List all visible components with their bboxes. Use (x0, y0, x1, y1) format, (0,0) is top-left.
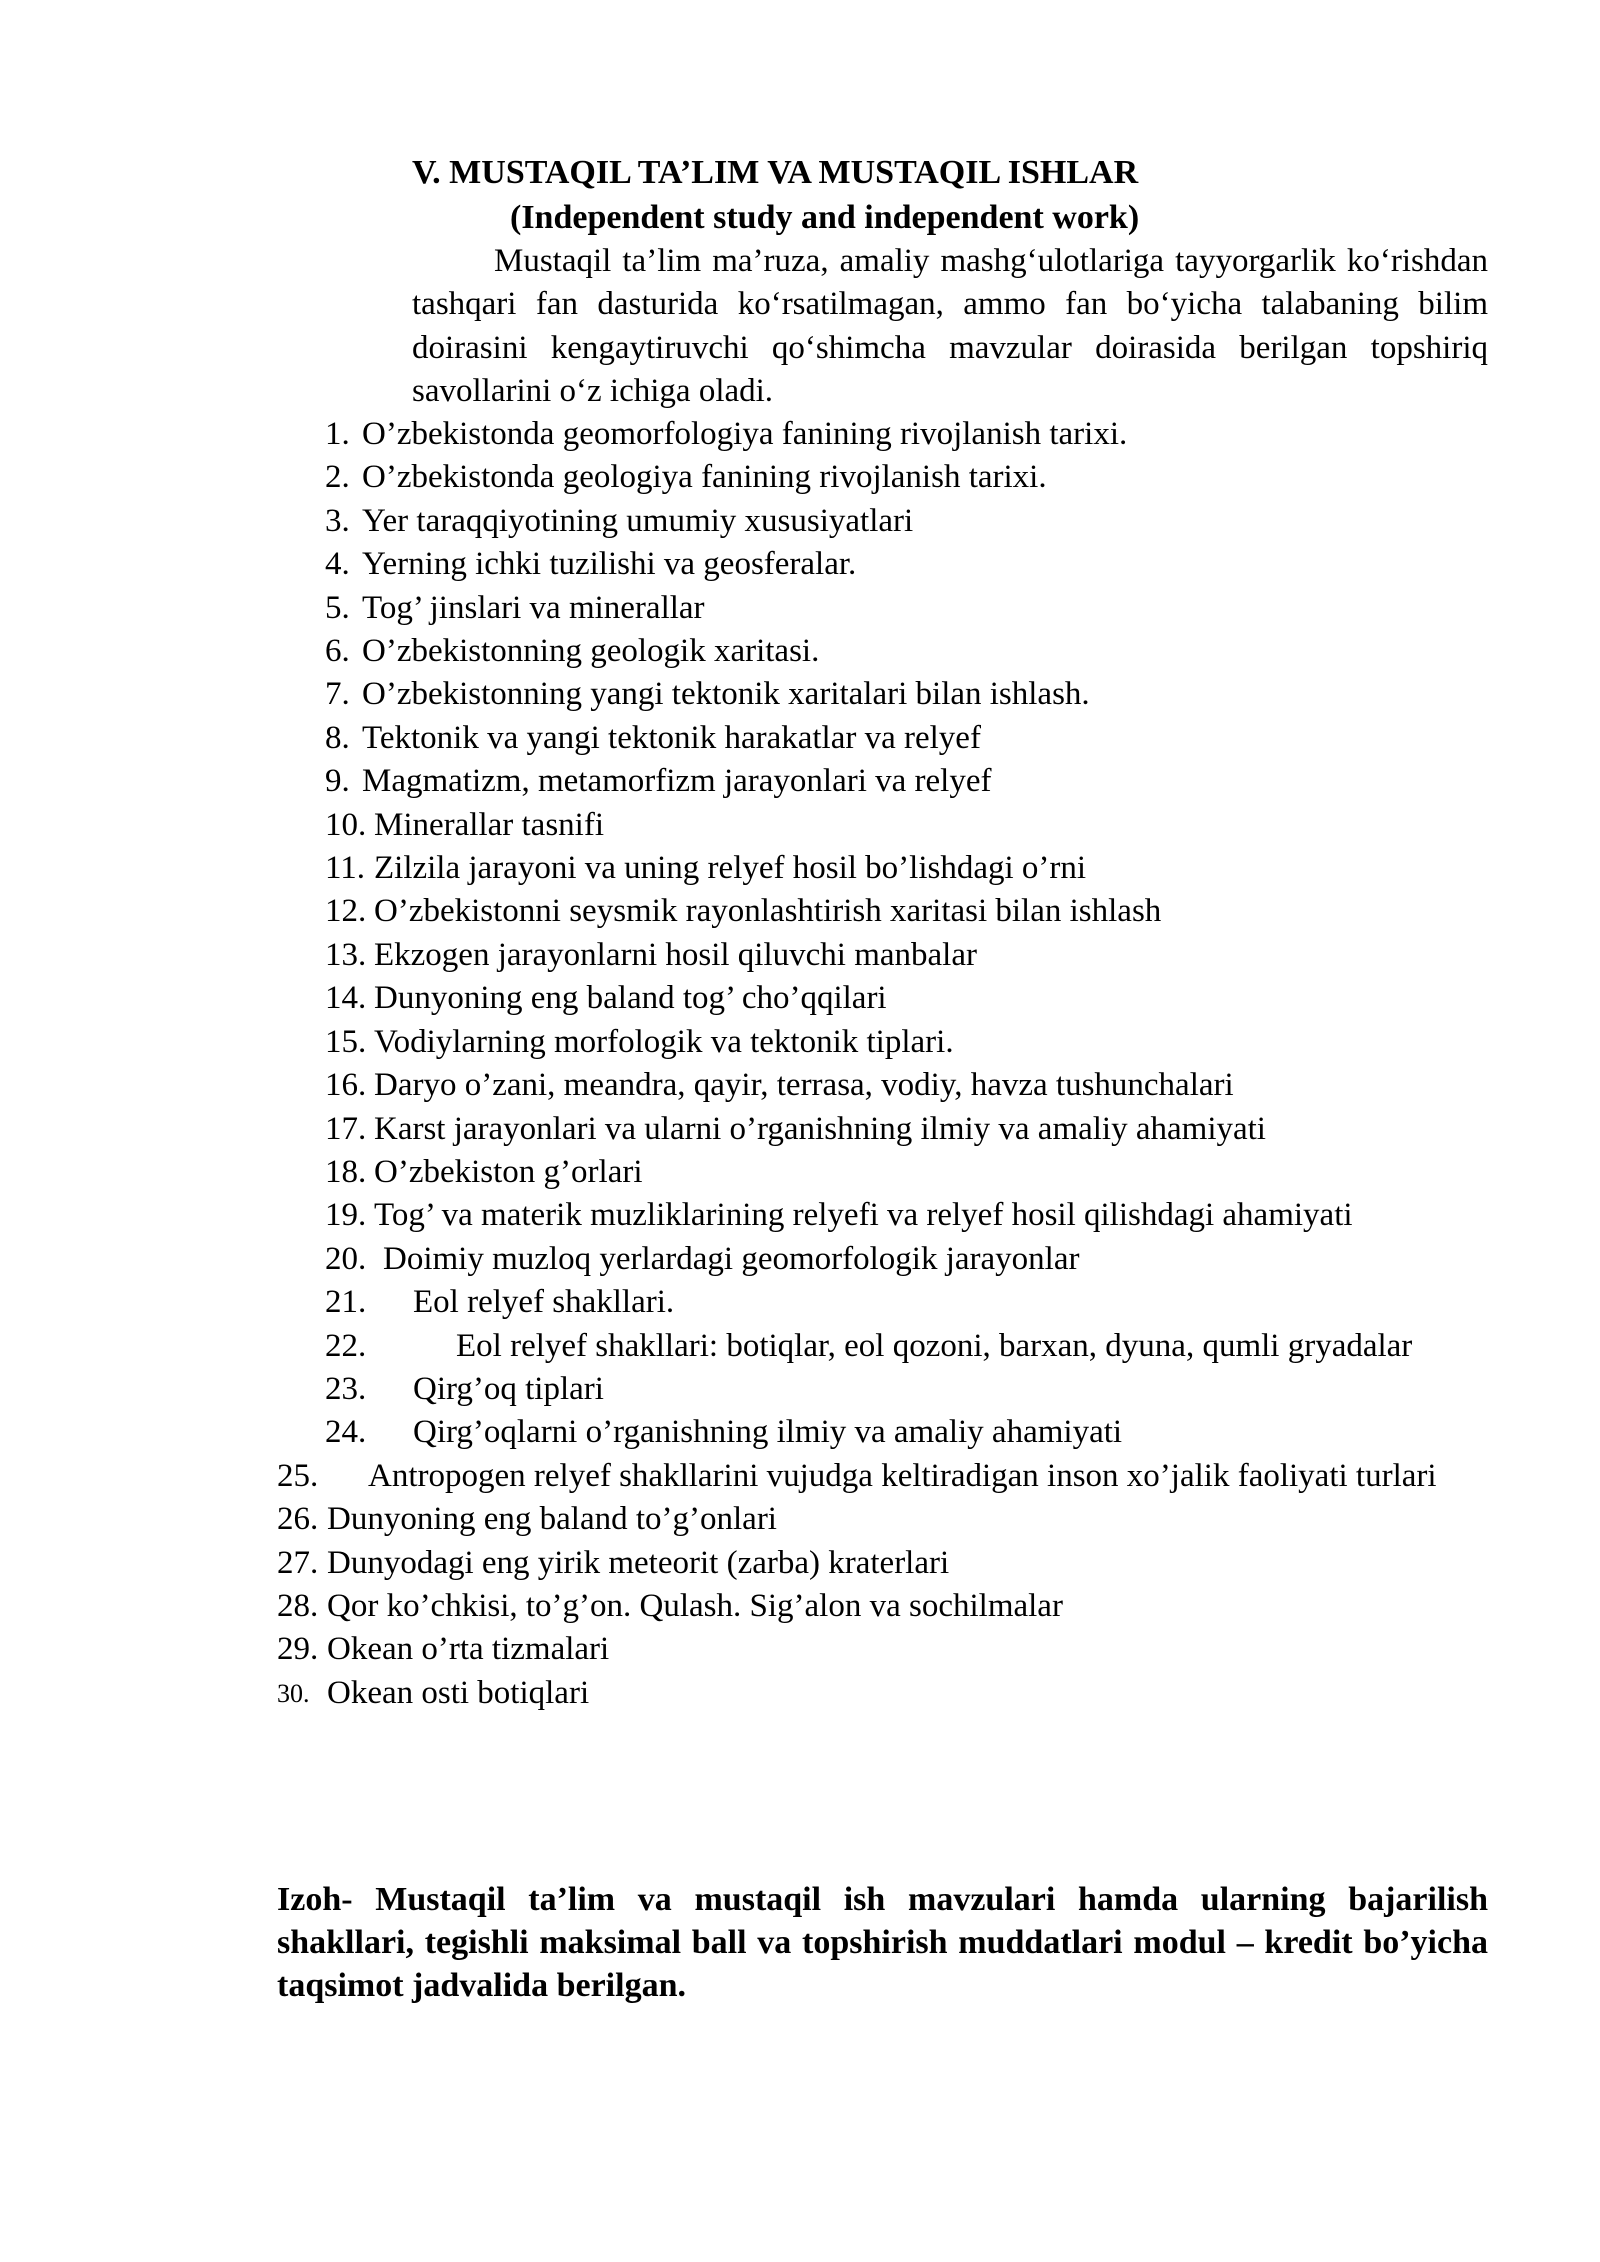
item-number: 11. (325, 850, 366, 887)
list-item (0, 543, 1600, 586)
item-text: Vodiylarning morfologik va tektonik tiplari. (374, 1023, 954, 1060)
item-text: Dunyodagi eng yirik meteorit (zarba) kraterlari (327, 1544, 950, 1581)
list-item (0, 1151, 1600, 1194)
item-number: 29. (277, 1631, 319, 1668)
item-number: 26. (277, 1501, 319, 1538)
item-text: O’zbekistonda geomorfologiya fanining rivojlanish tarixi. (362, 416, 1128, 452)
list-item (0, 1672, 1600, 1715)
list-item (0, 413, 1600, 456)
item-number: 6. (325, 633, 350, 670)
item-number: 14. (325, 980, 367, 1017)
item-number: 3. (325, 502, 350, 539)
item-text: Tog’ jinslari va minerallar (362, 589, 705, 626)
item-text: Minerallar tasnifi (374, 806, 605, 843)
list-item (0, 804, 1600, 847)
item-text: Dunyoning eng baland tog’ cho’qqilari (374, 980, 887, 1017)
item-text: O’zbekistonda geologiya fanining rivojlanish tarixi. (362, 459, 1047, 496)
item-number: 12. (325, 893, 367, 930)
intro-paragraph: Mustaqil ta’lim ma’ruza, amaliy mashg‘ulotlariga tayyorgarlik ko‘rishdan tashqari fan dasturida ko‘rsatilmagan, ammo fan bo‘yicha talabaning bilim doirasini kengaytiruvchi qo‘shimcha mavzular doirasida berilgan topshiriq savollarini o‘z ichiga oladi. (412, 243, 1488, 410)
item-number: 15. (325, 1023, 367, 1060)
list-item (0, 1194, 1600, 1237)
item-number: 1. (325, 416, 350, 452)
section-subtitle: (Independent study and independent work) (510, 199, 1140, 236)
list-item (0, 1542, 1600, 1585)
list-item (0, 934, 1600, 977)
list-item (0, 1281, 1600, 1324)
item-number: 23. (325, 1370, 367, 1407)
item-number: 20. (325, 1240, 367, 1277)
item-text: O’zbekistonni seysmik rayonlashtirish xaritasi bilan ishlash (374, 893, 1162, 930)
item-number: 13. (325, 936, 367, 973)
item-number: 21. (325, 1284, 367, 1321)
item-text: Ekzogen jarayonlarni hosil qiluvchi manbalar (374, 936, 977, 973)
item-text: O’zbekiston g’orlari (374, 1153, 643, 1190)
item-text: Karst jarayonlari va ularni o’rganishning ilmiy va amaliy ahamiyati (374, 1110, 1266, 1147)
item-text: Zilzila jarayoni va uning relyef hosil bo’lishdagi o’rni (374, 850, 1087, 887)
list-item (0, 456, 1600, 499)
list-item (0, 630, 1600, 673)
item-number: 17. (325, 1110, 367, 1147)
item-text: Doimiy muzloq yerlardagi geomorfologik jarayonlar (383, 1240, 1080, 1277)
section-title: V. MUSTAQIL TA’LIM VA MUSTAQIL ISHLAR (412, 154, 1139, 191)
list-item (0, 1585, 1600, 1628)
item-text: Qirg’oq tiplari (413, 1370, 604, 1407)
item-text: Okean osti botiqlari (327, 1674, 590, 1711)
item-text: O’zbekistonning geologik xaritasi. (362, 633, 820, 670)
item-text: Daryo o’zani, meandra, qayir, terrasa, vodiy, havza tushunchalari (374, 1067, 1234, 1104)
list-item (0, 587, 1600, 630)
item-number: 4. (325, 546, 350, 583)
list-item (0, 717, 1600, 760)
topic-list (0, 413, 1600, 1715)
list-item (0, 1021, 1600, 1064)
item-number: 2. (325, 459, 350, 496)
list-item (0, 977, 1600, 1020)
list-item (0, 1064, 1600, 1107)
list-item (0, 673, 1600, 716)
item-text: Eol relyef shakllari: botiqlar, eol qozoni, barxan, dyuna, qumli gryadalar (456, 1327, 1413, 1364)
list-item (0, 1628, 1600, 1671)
note-paragraph: Izoh- Mustaqil ta’lim va mustaqil ish mavzulari hamda ularning bajarilish shakllari, tegishli maksimal ball va topshirish muddatlari modul – kredit bo’yicha taqsimot jadvalida berilgan. (277, 1881, 1488, 2004)
item-number: 24. (325, 1414, 367, 1451)
item-text: Tog’ va materik muzliklarining relyefi va relyef hosil qilishdagi ahamiyati (374, 1197, 1353, 1234)
item-number: 5. (325, 589, 350, 626)
list-item (0, 1325, 1600, 1368)
list-item (0, 1238, 1600, 1281)
item-number: 30. (277, 1678, 310, 1708)
list-item (0, 1498, 1600, 1541)
list-item (0, 1455, 1600, 1498)
list-item (0, 500, 1600, 543)
item-number: 8. (325, 719, 350, 756)
item-text: Qor ko’chkisi, to’g’on. Qulash. Sig’alon va sochilmalar (327, 1587, 1063, 1624)
list-item (0, 760, 1600, 803)
list-item (0, 847, 1600, 890)
item-text: Antropogen relyef shakllarini vujudga keltiradigan inson xo’jalik faoliyati turlari (368, 1457, 1437, 1494)
item-number: 16. (325, 1067, 367, 1104)
item-text: Magmatizm, metamorfizm jarayonlari va relyef (362, 763, 992, 800)
item-text: Yer taraqqiyotining umumiy xususiyatlari (362, 502, 914, 539)
list-item (0, 1108, 1600, 1151)
item-text: Dunyoning eng baland to’g’onlari (327, 1501, 777, 1538)
item-text: Tektonik va yangi tektonik harakatlar va relyef (362, 719, 981, 756)
item-text: Qirg’oqlarni o’rganishning ilmiy va amaliy ahamiyati (413, 1414, 1123, 1451)
item-number: 9. (325, 763, 350, 800)
item-number: 25. (277, 1457, 319, 1494)
item-text: Yerning ichki tuzilishi va geosferalar. (362, 546, 857, 583)
list-item (0, 890, 1600, 933)
item-number: 22. (325, 1327, 367, 1364)
item-number: 18. (325, 1153, 367, 1190)
item-number: 27. (277, 1544, 319, 1581)
item-text: Okean o’rta tizmalari (327, 1631, 610, 1668)
list-item (0, 1368, 1600, 1411)
item-text: O’zbekistonning yangi tektonik xaritalari bilan ishlash. (362, 676, 1090, 713)
item-number: 19. (325, 1197, 367, 1234)
item-number: 28. (277, 1587, 319, 1624)
item-text: Eol relyef shakllari. (413, 1284, 675, 1321)
item-number: 7. (325, 676, 350, 713)
item-number: 10. (325, 806, 367, 843)
list-item (0, 1411, 1600, 1454)
